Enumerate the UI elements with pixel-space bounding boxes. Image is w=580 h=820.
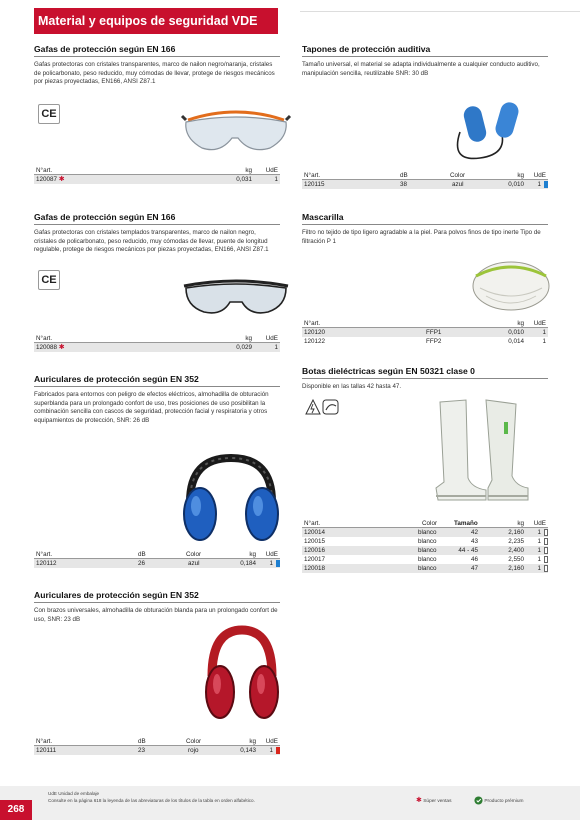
safety-glasses-image bbox=[180, 272, 292, 322]
col-ude: UdE bbox=[533, 172, 546, 179]
art-number: 120015 bbox=[304, 538, 326, 545]
unit: 1 bbox=[274, 344, 278, 351]
col-kg: kg bbox=[245, 167, 252, 174]
decibels: 23 bbox=[138, 747, 146, 754]
table-row bbox=[302, 328, 548, 337]
table-tapones bbox=[302, 171, 548, 189]
white-unit-marker bbox=[544, 538, 548, 545]
unit: 1 bbox=[542, 338, 546, 345]
col-kg: kg bbox=[245, 335, 252, 342]
weight: 2,400 bbox=[508, 547, 524, 554]
white-unit-marker bbox=[544, 547, 548, 554]
col-ude: UdE bbox=[533, 520, 546, 527]
product-title: Gafas de protección según EN 166 bbox=[34, 212, 280, 225]
col-art: N°art. bbox=[36, 335, 53, 342]
product-description: Gafas protectoras con cristales transparentes, marco de nailon negro/naranja, cristales de policarbonato, peso reducido, muy cómodas de llevar, protege de riesgos mecánicos por piezas proyectadas, EN166, ANSI Z87.1 bbox=[34, 61, 275, 86]
ear-muffs-red-image bbox=[200, 624, 284, 724]
product-description: Fabricados para entornos con peligro de efectos eléctricos, almohadilla de obturación superblanda para un prolongado confort de uso, tres posiciones de uso posibilitan la combinación sencilla con cascos de seguridad, protección facial y respiratoria y otros equipamientos de protección, SNR: 26 dB bbox=[34, 391, 269, 424]
table-row bbox=[302, 528, 548, 537]
ear-muffs-blue-image bbox=[176, 452, 286, 548]
table-row bbox=[302, 537, 548, 546]
weight: 2,160 bbox=[508, 565, 524, 572]
product-description: Gafas protectoras con cristales templados transparentes, marco de nailon negro, cristales de policarbonato, peso reducido, muy cómodas de llevar, puente de longitud regulable, protege de riesgos mecánicos por piezas proyectadas, EN166, ANSI Z87.1 bbox=[34, 229, 269, 254]
art-number: 120112 bbox=[36, 560, 57, 567]
table-header bbox=[34, 737, 280, 746]
weight: 0,010 bbox=[508, 181, 524, 188]
bestseller-star-icon: ✱ bbox=[58, 344, 65, 351]
red-unit-marker bbox=[276, 747, 280, 754]
product-mascarilla bbox=[302, 212, 548, 246]
art-number: 120016 bbox=[304, 547, 326, 554]
unit: 1 bbox=[542, 329, 546, 336]
legend-super-ventas: ✱ Súper ventas bbox=[416, 797, 452, 804]
table-row bbox=[302, 564, 548, 573]
art-number: 120014 bbox=[304, 529, 326, 536]
product-tapones bbox=[302, 44, 548, 78]
bestseller-star-icon: ✱ bbox=[58, 176, 65, 183]
table-row bbox=[34, 559, 280, 568]
size: 43 bbox=[470, 538, 478, 545]
art-number: 120088 ✱ bbox=[36, 344, 65, 351]
col-ude: UdE bbox=[265, 335, 278, 342]
product-title: Gafas de protección según EN 166 bbox=[34, 44, 280, 57]
col-color: Color bbox=[186, 551, 202, 558]
table-header bbox=[302, 519, 548, 528]
color: blanco bbox=[418, 529, 437, 536]
unit: 1 bbox=[537, 529, 541, 536]
blue-unit-marker bbox=[276, 560, 280, 567]
col-size: Tamaño bbox=[454, 520, 478, 527]
col-ude: UdE bbox=[265, 738, 278, 745]
ce-mark-icon: CE bbox=[38, 270, 60, 290]
weight: 0,014 bbox=[508, 338, 524, 345]
art-number: 120122 bbox=[304, 338, 326, 345]
table-body bbox=[302, 528, 548, 573]
safety-glasses-image bbox=[180, 98, 292, 158]
size: 47 bbox=[470, 565, 478, 572]
col-kg: kg bbox=[517, 320, 524, 327]
filter-type: FFP1 bbox=[426, 329, 442, 336]
footnote-ude: UdE Unidad de embalaje bbox=[48, 791, 100, 796]
art-number: 120120 bbox=[304, 329, 326, 336]
table-row bbox=[302, 546, 548, 555]
table-header bbox=[302, 319, 548, 328]
size: 42 bbox=[470, 529, 478, 536]
col-color: Color bbox=[450, 172, 466, 179]
art-number: 120111 bbox=[36, 747, 57, 754]
table-row bbox=[302, 337, 548, 346]
art-number: 120018 bbox=[304, 565, 326, 572]
color: blanco bbox=[418, 538, 437, 545]
unit: 1 bbox=[537, 538, 541, 545]
color: blanco bbox=[418, 565, 437, 572]
header-divider bbox=[300, 4, 580, 12]
footnote-legend: Consulte en la página 618 la leyenda de las abreviaturas de los títulos de la tabla en orden alfabético. bbox=[48, 798, 255, 803]
col-ude: UdE bbox=[533, 320, 546, 327]
decibels: 38 bbox=[400, 181, 408, 188]
product-title: Auriculares de protección según EN 352 bbox=[34, 374, 280, 387]
art-number: 120115 bbox=[304, 181, 325, 188]
ce-mark-icon: CE bbox=[38, 104, 60, 124]
col-art: N°art. bbox=[36, 551, 53, 558]
table-botas bbox=[302, 519, 548, 573]
table-header bbox=[34, 334, 280, 343]
color: rojo bbox=[188, 747, 199, 754]
product-description: Disponible en las tallas 42 hasta 47. bbox=[302, 383, 402, 390]
art-number: 120087 ✱ bbox=[36, 176, 65, 183]
col-ude: UdE bbox=[265, 551, 278, 558]
legend-premium: Producto prémium bbox=[474, 796, 524, 805]
table-auriculares-1 bbox=[34, 550, 280, 568]
col-ude: UdE bbox=[265, 167, 278, 174]
table-mascarilla bbox=[302, 319, 548, 346]
product-botas bbox=[302, 366, 548, 392]
table-auriculares-2 bbox=[34, 737, 280, 755]
weight: 2,235 bbox=[508, 538, 524, 545]
table-gafas-2 bbox=[34, 334, 280, 352]
filter-type: FFP2 bbox=[426, 338, 442, 345]
unit: 1 bbox=[274, 176, 278, 183]
color: azul bbox=[452, 181, 464, 188]
bestseller-star-icon: ✱ bbox=[416, 797, 422, 804]
product-description: Tamaño universal, el material se adapta individualmente a cualquier conducto auditivo, manipulación sencilla, reutilizable SNR: 30 dB bbox=[302, 61, 540, 77]
col-kg: kg bbox=[249, 551, 256, 558]
unit: 1 bbox=[537, 565, 541, 572]
product-gafas-1 bbox=[34, 44, 280, 87]
col-db: dB bbox=[138, 551, 146, 558]
col-kg: kg bbox=[249, 738, 256, 745]
col-db: dB bbox=[400, 172, 408, 179]
table-row bbox=[302, 555, 548, 564]
weight: 0,184 bbox=[240, 560, 256, 567]
product-description: Filtro no tejido de tipo ligero agradable a la piel. Para polvos finos de tipo inerte Tipo de filtración P 1 bbox=[302, 229, 541, 245]
product-title: Tapones de protección auditiva bbox=[302, 44, 548, 57]
unit: 1 bbox=[269, 560, 273, 567]
table-row bbox=[34, 343, 280, 352]
size: 46 bbox=[470, 556, 478, 563]
col-kg: kg bbox=[517, 520, 524, 527]
premium-icon bbox=[474, 796, 483, 805]
product-description: Con brazos universales, almohadilla de obturación blanda para un prolongado confort de uso, SNR: 23 dB bbox=[34, 607, 278, 623]
weight: 0,010 bbox=[508, 329, 524, 336]
dust-mask-image bbox=[466, 254, 556, 314]
product-gafas-2 bbox=[34, 212, 280, 255]
white-unit-marker bbox=[544, 565, 548, 572]
col-art: N°art. bbox=[36, 167, 53, 174]
ear-plugs-image bbox=[440, 92, 550, 164]
weight: 0,031 bbox=[236, 176, 252, 183]
table-header bbox=[34, 166, 280, 175]
product-auriculares-2 bbox=[34, 590, 280, 624]
product-auriculares-1 bbox=[34, 374, 280, 425]
product-title: Botas dieléctricas según EN 50321 clase 0 bbox=[302, 366, 548, 379]
table-row bbox=[34, 746, 280, 755]
table-row bbox=[34, 175, 280, 184]
weight: 0,143 bbox=[240, 747, 256, 754]
unit: 1 bbox=[537, 181, 541, 188]
weight: 0,029 bbox=[236, 344, 252, 351]
col-art: N°art. bbox=[304, 520, 321, 527]
col-art: N°art. bbox=[304, 172, 321, 179]
unit: 1 bbox=[537, 547, 541, 554]
table-header bbox=[302, 171, 548, 180]
table-gafas-1 bbox=[34, 166, 280, 184]
col-art: N°art. bbox=[304, 320, 321, 327]
product-title: Auriculares de protección según EN 352 bbox=[34, 590, 280, 603]
col-color: Color bbox=[186, 738, 202, 745]
page-title: Material y equipos de seguridad VDE bbox=[34, 8, 278, 34]
page-number: 268 bbox=[0, 800, 32, 820]
blue-unit-marker bbox=[544, 181, 548, 188]
weight: 2,160 bbox=[508, 529, 524, 536]
color: blanco bbox=[418, 547, 437, 554]
electrical-hazard-icons bbox=[304, 398, 340, 416]
col-db: dB bbox=[138, 738, 146, 745]
col-art: N°art. bbox=[36, 738, 53, 745]
white-unit-marker bbox=[544, 556, 548, 563]
size: 44 - 45 bbox=[458, 547, 478, 554]
table-header bbox=[34, 550, 280, 559]
col-color: Color bbox=[422, 520, 438, 527]
color: azul bbox=[188, 560, 200, 567]
decibels: 26 bbox=[138, 560, 146, 567]
weight: 2,550 bbox=[508, 556, 524, 563]
unit: 1 bbox=[269, 747, 273, 754]
col-kg: kg bbox=[517, 172, 524, 179]
white-unit-marker bbox=[544, 529, 548, 536]
product-title: Mascarilla bbox=[302, 212, 548, 225]
dielectric-boots-image bbox=[430, 396, 530, 506]
unit: 1 bbox=[537, 556, 541, 563]
color: blanco bbox=[418, 556, 437, 563]
table-row bbox=[302, 180, 548, 189]
art-number: 120017 bbox=[304, 556, 326, 563]
